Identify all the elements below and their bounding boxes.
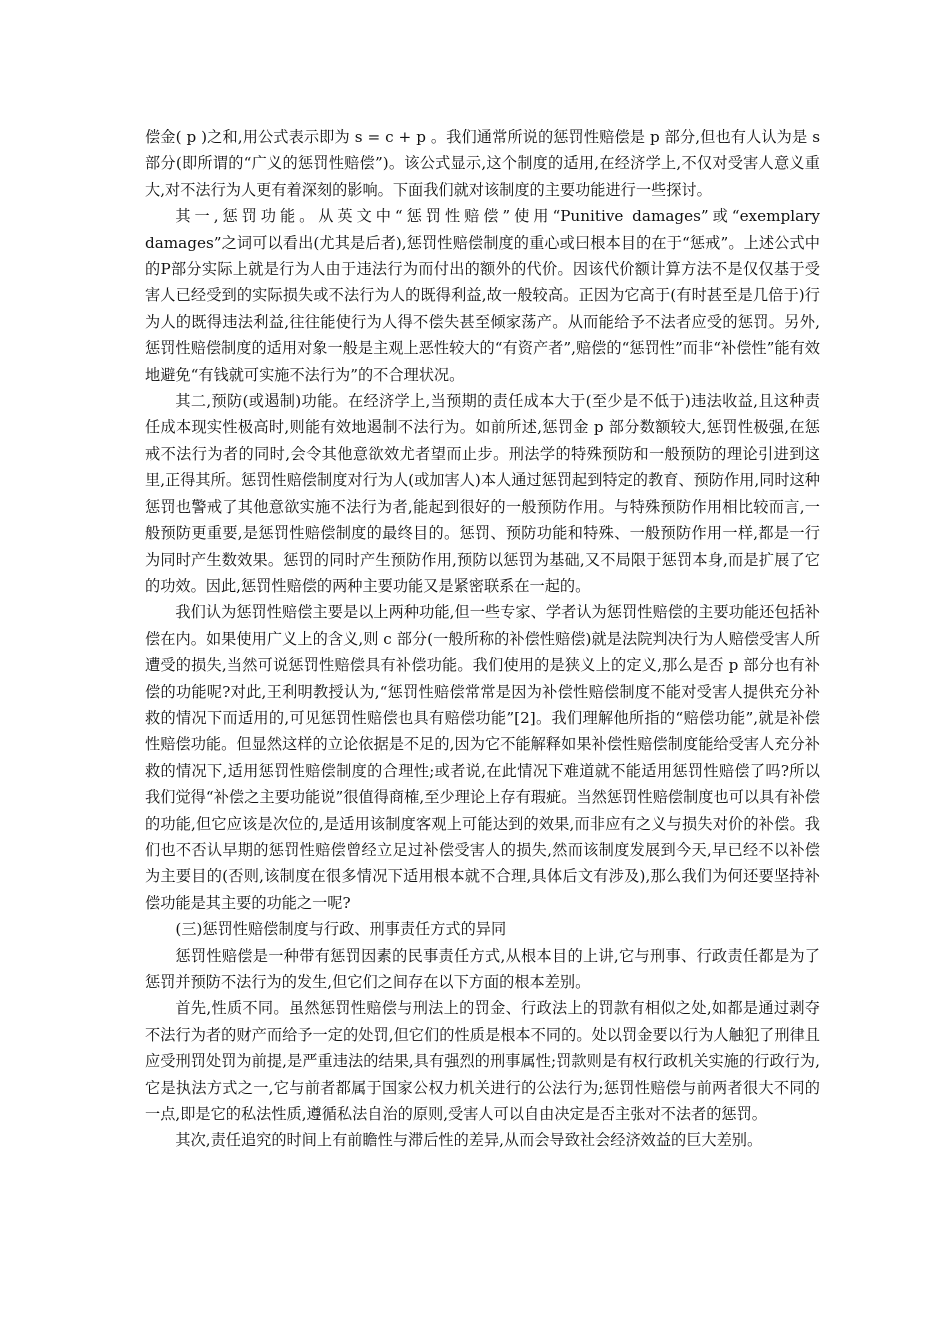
section-heading: (三)惩罚性赔偿制度与行政、刑事责任方式的异同 bbox=[175, 920, 507, 939]
paragraph-punishment-function: 其一,惩罚功能。从英文中“惩罚性赔偿”使用“Punitive damages”或“exemplary damages”之词可以看出(尤其是后者),惩罚性赔偿制度的重心或曰根本目的在于“惩戒”。上述公式中的P部分实际上就是行为人由于违法行为而付出的额外的代价。因该代价额计算方法不是仅仅基于受害人已经受到的实际损失或不法行为人的既得利益,故一般较高。正因为它高于(有时甚至是几倍于)行为人的既得违法利益,往往能使行为人得不偿失甚至倾家荡产。从而能给予不法者应受的惩罚。另外,惩罚性赔偿制度的适用对象一般是主观上恶性较大的“有资产者”,赔偿的“惩罚性”而非“补偿性”能有效地避免“有钱就可实施不法行为”的不合理状况。 bbox=[145, 207, 820, 384]
paragraph-prevention-function: 其二,预防(或遏制)功能。在经济学上,当预期的责任成本大于(至少是不低于)违法收益,且这种责任成本现实性极高时,则能有效地遏制不法行为。如前所述,惩罚金 p 部分数额较大,惩罚性极强,在惩戒不法行为者的同时,会令其他意欲效尤者望而止步。刑法学的特殊预防和一般预防的理论引进到这里,正得其所。惩罚性赔偿制度对行为人(或加害人)本人通过惩罚起到特定的教育、预防作用,同时这种惩罚也警戒了其他意欲实施不法行为者,能起到很好的一般预防作用。与特殊预防作用相比较而言,一般预防更重要,是惩罚性赔偿制度的最终目的。惩罚、预防功能和特殊、一般预防作用一样,都是一行为同时产生数效果。惩罚的同时产生预防作用,预防以惩罚为基础,又不局限于惩罚本身,而是扩展了它的功效。因此,惩罚性赔偿的两种主要功能又是紧密联系在一起的。 bbox=[145, 392, 820, 595]
paragraph-nature-difference: 首先,性质不同。虽然惩罚性赔偿与刑法上的罚金、行政法上的罚款有相似之处,如都是通过剥夺不法行为者的财产而给予一定的处罚,但它们的性质是根本不同的。处以罚金要以行为人触犯了刑律且应受刑罚处罚为前提,是严重违法的结果,具有强烈的刑事属性;罚款则是有权行政机关实施的行政行为,它是执法方式之一,它与前者都属于国家公权力机关进行的公法行为;惩罚性赔偿与前两者很大不同的一点,即是它的私法性质,遵循私法自治的原则,受害人可以自由决定是否主张对不法者的惩罚。 bbox=[145, 999, 820, 1124]
paragraph-compensation-discussion: 我们认为惩罚性赔偿主要是以上两种功能,但一些专家、学者认为惩罚性赔偿的主要功能还包括补偿在内。如果使用广义上的含义,则 c 部分(一般所称的补偿性赔偿)就是法院判决行为人赔偿受害人所遭受的损失,当然可说惩罚性赔偿具有补偿功能。我们使用的是狭义上的定义,那么是否 p 部分也有补偿的功能呢?对此,王利明教授认为,“惩罚性赔偿常常是因为补偿性赔偿制度不能对受害人提供充分补救的情况下而适用的,可见惩罚性赔偿也具有赔偿功能”[2]。我们理解他所指的“赔偿功能”,就是补偿性赔偿功能。但显然这样的立论依据是不足的,因为它不能解释如果补偿性赔偿制度能给受害人充分补救的情况下,适用惩罚性赔偿制度的合理性;或者说,在此情况下难道就不能适用惩罚性赔偿了吗?所以我们觉得“补偿之主要功能说”很值得商榷,至少理论上存有瑕疵。当然惩罚性赔偿制度也可以具有补偿的功能,但它应该是次位的,是适用该制度客观上可能达到的效果,而非应有之义与损失对价的补偿。我们也不否认早期的惩罚性赔偿曾经立足过补偿受害人的损失,然而该制度发展到今天,早已经不以补偿为主要目的(否则,该制度在很多情况下适用根本就不合理,具体后文有涉及),那么我们为何还要坚持补偿功能是其主要的功能之一呢? bbox=[145, 603, 820, 912]
paragraph-continuation: 偿金( p )之和,用公式表示即为 s = c + p 。我们通常所说的惩罚性赔偿是 p 部分,但也有人认为是 s 部分(即所谓的“广义的惩罚性赔偿”)。该公式显示,这个制度的适用,在经济学上,不仅对受害人意义重大,对不法行为人更有着深刻的影响。下面我们就对该制度的主要功能进行一些探讨。 bbox=[145, 128, 820, 199]
document-page bbox=[145, 124, 820, 1154]
paragraph-section-intro: 惩罚性赔偿是一种带有惩罚因素的民事责任方式,从根本目的上讲,它与刑事、行政责任都是为了惩罚并预防不法行为的发生,但它们之间存在以下方面的根本差别。 bbox=[145, 946, 820, 991]
paragraph-timing-difference: 其次,责任追究的时间上有前瞻性与滞后性的差异,从而会导致社会经济效益的巨大差别。 bbox=[175, 1131, 763, 1150]
